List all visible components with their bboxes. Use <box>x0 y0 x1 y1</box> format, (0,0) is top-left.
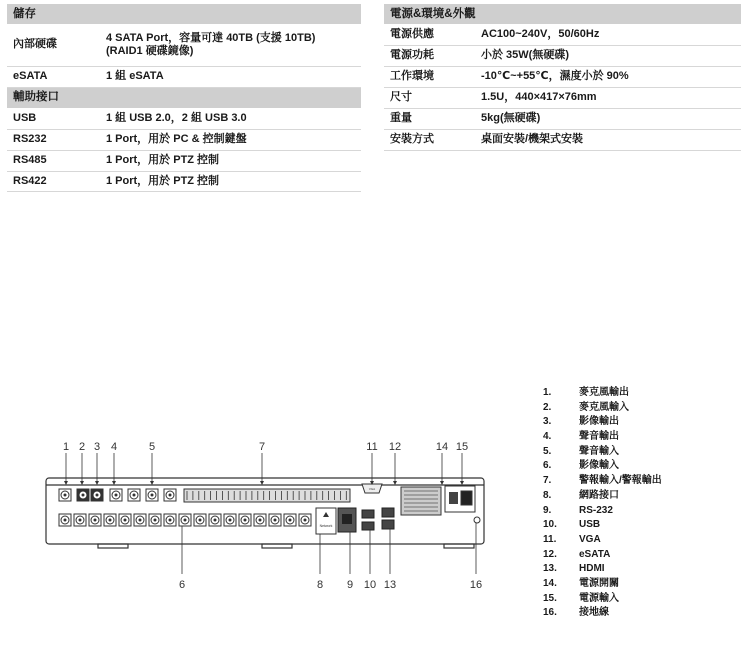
spec-row-rs422 <box>7 171 361 191</box>
callout-number: 16 <box>469 579 483 591</box>
spec-value-line2: (RAID1 硬碟鏡像) <box>106 44 194 57</box>
video-input-connector-pin <box>199 519 202 522</box>
spec-label: 重量 <box>384 108 475 129</box>
network-area <box>316 508 336 534</box>
spec-value: 5kg(無硬碟) <box>475 108 741 129</box>
spec-value: 1 Port，用於 PTZ 控制 <box>100 171 361 191</box>
video-input-connector-pin <box>244 519 247 522</box>
section-header-aux <box>7 87 361 108</box>
bnc-connector-pin <box>96 494 99 497</box>
spec-label: eSATA <box>7 66 100 87</box>
legend-label: RS-232 <box>579 504 613 516</box>
legend-item <box>543 386 662 401</box>
spec-label: 安裝方式 <box>384 129 475 150</box>
callout-number: 2 <box>78 441 86 453</box>
spec-value: 1 組 eSATA <box>100 66 361 87</box>
port-legend <box>543 386 662 621</box>
legend-item <box>543 430 662 445</box>
video-input-connector-pin <box>94 519 97 522</box>
legend-item <box>543 459 662 474</box>
usb-port-2[interactable] <box>362 522 374 530</box>
legend-label: 電源輸入 <box>579 592 619 604</box>
video-input-connector-pin <box>214 519 217 522</box>
video-input-connector-pin <box>139 519 142 522</box>
legend-number: 14. <box>543 577 557 589</box>
leader-arrow <box>393 481 397 485</box>
terminal-block <box>184 489 350 502</box>
legend-label: VGA <box>579 533 601 545</box>
spec-label: 電源功耗 <box>384 45 475 66</box>
callout-number: 12 <box>388 441 402 453</box>
power-env-header: 電源&環境&外觀 <box>384 4 741 24</box>
legend-label: 麥克風輸出 <box>579 387 629 398</box>
legend-item <box>543 577 662 592</box>
spec-row-usb <box>7 108 361 129</box>
legend-number: 3. <box>543 416 552 428</box>
leader-arrow <box>95 481 99 485</box>
spec-label: RS232 <box>7 129 100 150</box>
spec-value: 桌面安裝/機架式安裝 <box>475 129 741 150</box>
spec-value: -10℃~+55℃，濕度小於 90% <box>475 66 741 87</box>
legend-label: 聲音輸入 <box>579 445 619 457</box>
legend-number: 2. <box>543 401 552 413</box>
section-header-storage <box>7 4 361 24</box>
legend-number: 1. <box>543 387 552 398</box>
spec-value <box>100 24 361 66</box>
video-input-connector-pin <box>64 519 67 522</box>
rear-panel-diagram <box>40 436 500 596</box>
callout-number: 8 <box>316 579 324 591</box>
power-inlet[interactable] <box>461 491 472 505</box>
callout-number: 5 <box>148 441 156 453</box>
bnc-connector-pin <box>151 494 154 497</box>
video-input-connector-pin <box>304 519 307 522</box>
callout-number: 6 <box>178 579 186 591</box>
legend-number: 10. <box>543 519 557 531</box>
ground-screw[interactable] <box>474 517 480 523</box>
legend-number: 7. <box>543 475 552 487</box>
video-input-connector-pin <box>124 519 127 522</box>
spec-value: 1 Port，用於 PC & 控制鍵盤 <box>100 129 361 150</box>
bnc-connectors-bottom <box>59 514 311 526</box>
spec-label: 工作環境 <box>384 66 475 87</box>
legend-item <box>543 533 662 548</box>
callout-number: 15 <box>455 441 469 453</box>
spec-row-dimensions <box>384 87 741 108</box>
bnc-connector-pin <box>82 494 85 497</box>
esata-port[interactable] <box>382 508 394 517</box>
leader-arrow <box>260 481 264 485</box>
spec-row-rs485 <box>7 150 361 171</box>
video-input-connector-pin <box>79 519 82 522</box>
alarm-terminal-block <box>184 489 350 502</box>
video-input-connector-pin <box>109 519 112 522</box>
legend-label: HDMI <box>579 563 605 575</box>
leader-arrow <box>64 481 68 485</box>
spec-table-power-env <box>384 4 741 151</box>
legend-number: 9. <box>543 504 552 516</box>
video-input-connector-pin <box>259 519 262 522</box>
legend-item <box>543 518 662 533</box>
legend-number: 6. <box>543 460 552 472</box>
spec-table-storage-aux <box>7 4 361 192</box>
vga-label: VGA <box>368 487 376 491</box>
legend-label: 聲音輸出 <box>579 431 619 443</box>
video-input-connector-pin <box>274 519 277 522</box>
callout-number: 11 <box>366 441 378 453</box>
callout-number: 9 <box>346 579 354 591</box>
bnc-connector-pin <box>169 494 172 497</box>
leader-arrow <box>460 481 464 485</box>
bnc-connector-pin <box>64 494 67 497</box>
legend-number: 12. <box>543 548 557 560</box>
spec-row-mounting <box>384 129 741 150</box>
legend-label: 影像輸出 <box>579 416 619 428</box>
legend-number: 16. <box>543 607 557 619</box>
leader-arrow <box>112 481 116 485</box>
legend-item <box>543 504 662 519</box>
legend-number: 11. <box>543 533 557 545</box>
legend-label: USB <box>579 519 601 531</box>
spec-row-power-supply <box>384 24 741 45</box>
leader-arrow <box>80 481 84 485</box>
spec-row-power-consumption <box>384 45 741 66</box>
spec-value: 1 Port，用於 PTZ 控制 <box>100 150 361 171</box>
spec-row-environment <box>384 66 741 87</box>
spec-label: RS485 <box>7 150 100 171</box>
bnc-connectors-top <box>59 489 176 501</box>
chassis-foot-right <box>444 544 474 548</box>
network-label-panel <box>316 508 336 534</box>
storage-header: 儲存 <box>7 4 361 24</box>
video-input-connector-pin <box>184 519 187 522</box>
legend-item <box>543 548 662 563</box>
vga-port[interactable] <box>362 484 382 493</box>
callout-number: 13 <box>383 579 397 591</box>
hdmi-port[interactable] <box>382 520 394 529</box>
spec-label: 內部硬碟 <box>7 24 100 66</box>
spec-value: 小於 35W(無硬碟) <box>475 45 741 66</box>
legend-number: 13. <box>543 563 557 575</box>
legend-number: 5. <box>543 445 552 457</box>
callout-number: 7 <box>258 441 266 453</box>
legend-label: 影像輸入 <box>579 460 619 472</box>
callout-number: 1 <box>62 441 70 453</box>
legend-number: 15. <box>543 592 557 604</box>
legend-number: 8. <box>543 489 552 501</box>
legend-item <box>543 562 662 577</box>
leader-arrow <box>150 481 154 485</box>
legend-label: 警報輸入/警報輸出 <box>579 475 662 487</box>
spec-value: AC100~240V，50/60Hz <box>475 24 741 45</box>
legend-item <box>543 445 662 460</box>
spec-label: RS422 <box>7 171 100 191</box>
power-switch[interactable] <box>449 492 458 504</box>
aux-header: 輔助接口 <box>7 87 361 108</box>
callout-number: 14 <box>435 441 449 453</box>
bnc-connector-pin <box>133 494 136 497</box>
legend-item <box>543 474 662 489</box>
spec-row-internal-hdd <box>7 24 361 66</box>
bnc-connector-pin <box>115 494 118 497</box>
legend-label: eSATA <box>579 548 611 560</box>
video-input-connector-pin <box>169 519 172 522</box>
video-input-connector-pin <box>229 519 232 522</box>
video-input-connector-pin <box>289 519 292 522</box>
network-label: Network <box>319 524 333 528</box>
legend-item <box>543 606 662 621</box>
spec-value: 1.5U，440×417×76mm <box>475 87 741 108</box>
spec-row-esata <box>7 66 361 87</box>
spec-label: 尺寸 <box>384 87 475 108</box>
spec-row-weight <box>384 108 741 129</box>
legend-item <box>543 415 662 430</box>
legend-label: 網路接口 <box>579 489 619 501</box>
legend-number: 4. <box>543 431 552 443</box>
spec-label: 電源供應 <box>384 24 475 45</box>
legend-item <box>543 592 662 607</box>
legend-item <box>543 489 662 504</box>
chassis-foot-left <box>98 544 128 548</box>
legend-label: 接地線 <box>579 607 609 619</box>
chassis-foot-center <box>262 544 292 548</box>
spec-value: 1 組 USB 2.0，2 組 USB 3.0 <box>100 108 361 129</box>
legend-label: 麥克風輸入 <box>579 401 629 413</box>
spec-label: USB <box>7 108 100 129</box>
callout-number: 4 <box>110 441 118 453</box>
spec-value-line1: 4 SATA Port，容量可達 40TB (支援 10TB) <box>106 31 316 44</box>
usb-port-1[interactable] <box>362 510 374 518</box>
section-header-power-env <box>384 4 741 24</box>
spec-row-rs232 <box>7 129 361 150</box>
callout-number: 10 <box>363 579 377 591</box>
legend-label: 電源開關 <box>579 577 619 589</box>
callout-number: 3 <box>93 441 101 453</box>
rj45-port-inner <box>342 514 352 524</box>
video-input-connector-pin <box>154 519 157 522</box>
legend-item <box>543 401 662 416</box>
leader-arrow <box>440 481 444 485</box>
